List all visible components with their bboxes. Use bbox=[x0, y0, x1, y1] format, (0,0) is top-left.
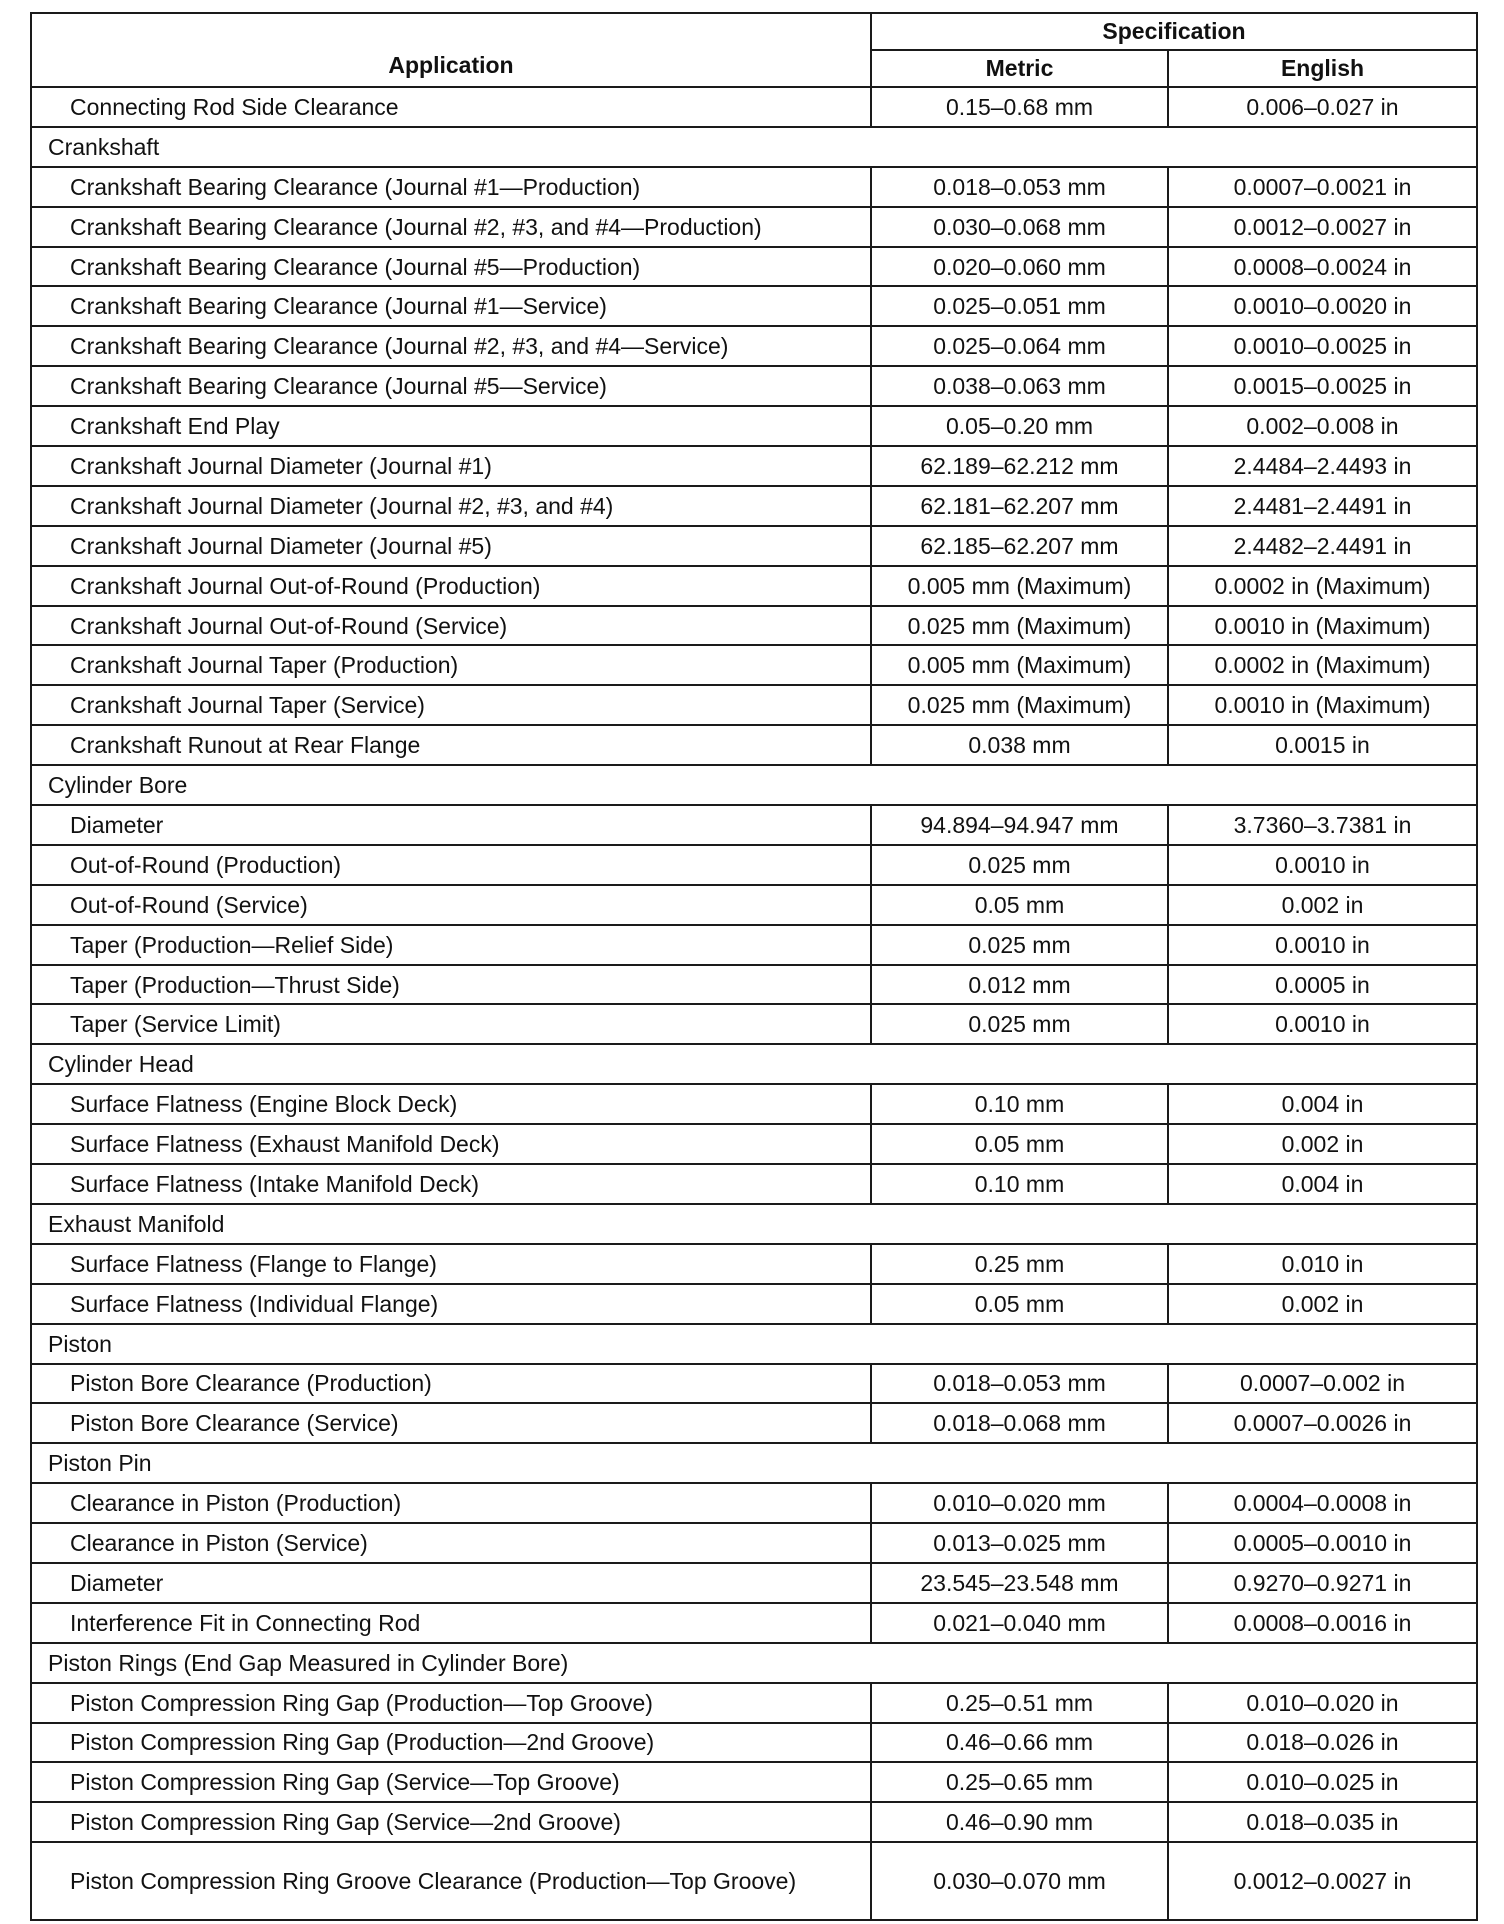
application-cell: Piston Compression Ring Gap (Production—2nd Groove) bbox=[31, 1723, 871, 1763]
application-cell: Crankshaft Journal Diameter (Journal #1) bbox=[31, 446, 871, 486]
metric-cell: 0.038–0.063 mm bbox=[871, 366, 1168, 406]
section-row bbox=[31, 1204, 1477, 1244]
english-cell: 0.004 in bbox=[1168, 1084, 1477, 1124]
english-cell: 0.0008–0.0024 in bbox=[1168, 247, 1477, 287]
english-cell: 0.018–0.035 in bbox=[1168, 1802, 1477, 1842]
metric-cell: 0.25 mm bbox=[871, 1244, 1168, 1284]
section-heading: Cylinder Bore bbox=[31, 765, 1477, 805]
table-row bbox=[31, 1523, 1477, 1563]
table-row bbox=[31, 1284, 1477, 1324]
table-body bbox=[31, 87, 1477, 1920]
application-cell: Connecting Rod Side Clearance bbox=[31, 87, 871, 127]
english-column-header: English bbox=[1168, 50, 1477, 87]
english-cell: 0.0010 in (Maximum) bbox=[1168, 685, 1477, 725]
application-cell: Piston Compression Ring Gap (Production—Top Groove) bbox=[31, 1683, 871, 1723]
metric-column-header: Metric bbox=[871, 50, 1168, 87]
table-row bbox=[31, 1563, 1477, 1603]
application-cell: Crankshaft Bearing Clearance (Journal #1—Production) bbox=[31, 167, 871, 207]
application-cell: Piston Bore Clearance (Production) bbox=[31, 1364, 871, 1404]
table-row bbox=[31, 885, 1477, 925]
section-heading: Piston bbox=[31, 1324, 1477, 1364]
english-cell: 3.7360–3.7381 in bbox=[1168, 805, 1477, 845]
table-row bbox=[31, 1124, 1477, 1164]
metric-cell: 0.018–0.068 mm bbox=[871, 1403, 1168, 1443]
table-row bbox=[31, 1084, 1477, 1124]
section-row bbox=[31, 1643, 1477, 1683]
table-row bbox=[31, 725, 1477, 765]
english-cell: 0.006–0.027 in bbox=[1168, 87, 1477, 127]
metric-cell: 0.05 mm bbox=[871, 885, 1168, 925]
application-cell: Crankshaft Journal Out-of-Round (Service) bbox=[31, 606, 871, 646]
application-cell: Diameter bbox=[31, 1563, 871, 1603]
metric-cell: 62.189–62.212 mm bbox=[871, 446, 1168, 486]
application-cell: Crankshaft Journal Taper (Service) bbox=[31, 685, 871, 725]
metric-cell: 0.25–0.65 mm bbox=[871, 1762, 1168, 1802]
section-row bbox=[31, 765, 1477, 805]
table-row bbox=[31, 486, 1477, 526]
table-row bbox=[31, 207, 1477, 247]
table-row bbox=[31, 1603, 1477, 1643]
table-row bbox=[31, 1004, 1477, 1044]
table-row bbox=[31, 1842, 1477, 1920]
application-cell: Crankshaft Journal Out-of-Round (Production) bbox=[31, 566, 871, 606]
english-cell: 0.0012–0.0027 in bbox=[1168, 207, 1477, 247]
table-row bbox=[31, 1164, 1477, 1204]
table-row bbox=[31, 366, 1477, 406]
metric-cell: 0.025 mm (Maximum) bbox=[871, 685, 1168, 725]
application-cell: Surface Flatness (Engine Block Deck) bbox=[31, 1084, 871, 1124]
table-row bbox=[31, 1683, 1477, 1723]
english-cell: 0.0002 in (Maximum) bbox=[1168, 645, 1477, 685]
table-row bbox=[31, 965, 1477, 1005]
application-column-header: Application bbox=[31, 13, 871, 87]
table-row bbox=[31, 286, 1477, 326]
metric-cell: 0.038 mm bbox=[871, 725, 1168, 765]
table-row bbox=[31, 167, 1477, 207]
section-row bbox=[31, 1324, 1477, 1364]
metric-cell: 0.018–0.053 mm bbox=[871, 167, 1168, 207]
metric-cell: 0.025 mm bbox=[871, 845, 1168, 885]
application-cell: Interference Fit in Connecting Rod bbox=[31, 1603, 871, 1643]
english-cell: 0.0015 in bbox=[1168, 725, 1477, 765]
section-heading: Piston Rings (End Gap Measured in Cylinder Bore) bbox=[31, 1643, 1477, 1683]
table-row bbox=[31, 566, 1477, 606]
english-cell: 0.0007–0.0026 in bbox=[1168, 1403, 1477, 1443]
english-cell: 0.010 in bbox=[1168, 1244, 1477, 1284]
english-cell: 0.0005 in bbox=[1168, 965, 1477, 1005]
application-cell: Taper (Service Limit) bbox=[31, 1004, 871, 1044]
application-cell: Diameter bbox=[31, 805, 871, 845]
application-cell: Taper (Production—Relief Side) bbox=[31, 925, 871, 965]
metric-cell: 0.005 mm (Maximum) bbox=[871, 645, 1168, 685]
english-cell: 0.0008–0.0016 in bbox=[1168, 1603, 1477, 1643]
metric-cell: 0.46–0.66 mm bbox=[871, 1723, 1168, 1763]
metric-cell: 0.05 mm bbox=[871, 1284, 1168, 1324]
table-row bbox=[31, 805, 1477, 845]
table-row bbox=[31, 1723, 1477, 1763]
section-heading: Crankshaft bbox=[31, 127, 1477, 167]
section-heading: Exhaust Manifold bbox=[31, 1204, 1477, 1244]
application-cell: Clearance in Piston (Service) bbox=[31, 1523, 871, 1563]
metric-cell: 0.46–0.90 mm bbox=[871, 1802, 1168, 1842]
english-cell: 0.0010–0.0025 in bbox=[1168, 326, 1477, 366]
english-cell: 0.0010 in bbox=[1168, 845, 1477, 885]
application-cell: Clearance in Piston (Production) bbox=[31, 1483, 871, 1523]
metric-cell: 0.025 mm (Maximum) bbox=[871, 606, 1168, 646]
metric-cell: 0.021–0.040 mm bbox=[871, 1603, 1168, 1643]
metric-cell: 0.10 mm bbox=[871, 1164, 1168, 1204]
metric-cell: 23.545–23.548 mm bbox=[871, 1563, 1168, 1603]
application-cell: Crankshaft Bearing Clearance (Journal #5—Production) bbox=[31, 247, 871, 287]
english-cell: 0.0010 in bbox=[1168, 925, 1477, 965]
english-cell: 0.004 in bbox=[1168, 1164, 1477, 1204]
metric-cell: 0.025 mm bbox=[871, 925, 1168, 965]
english-cell: 0.002 in bbox=[1168, 1124, 1477, 1164]
application-cell: Crankshaft Bearing Clearance (Journal #5—Service) bbox=[31, 366, 871, 406]
english-cell: 0.010–0.025 in bbox=[1168, 1762, 1477, 1802]
application-cell: Piston Compression Ring Gap (Service—Top Groove) bbox=[31, 1762, 871, 1802]
metric-cell: 0.10 mm bbox=[871, 1084, 1168, 1124]
application-cell: Crankshaft Runout at Rear Flange bbox=[31, 725, 871, 765]
application-cell: Taper (Production—Thrust Side) bbox=[31, 965, 871, 1005]
section-heading: Piston Pin bbox=[31, 1443, 1477, 1483]
table-row bbox=[31, 606, 1477, 646]
english-cell: 0.010–0.020 in bbox=[1168, 1683, 1477, 1723]
application-cell: Crankshaft Journal Diameter (Journal #2, #3, and #4) bbox=[31, 486, 871, 526]
application-cell: Crankshaft End Play bbox=[31, 406, 871, 446]
table-row bbox=[31, 87, 1477, 127]
english-cell: 0.0010 in bbox=[1168, 1004, 1477, 1044]
english-cell: 0.002–0.008 in bbox=[1168, 406, 1477, 446]
application-cell: Piston Compression Ring Groove Clearance (Production—Top Groove) bbox=[31, 1842, 871, 1920]
table-row bbox=[31, 1403, 1477, 1443]
english-cell: 0.002 in bbox=[1168, 1284, 1477, 1324]
metric-cell: 94.894–94.947 mm bbox=[871, 805, 1168, 845]
metric-cell: 0.025 mm bbox=[871, 1004, 1168, 1044]
metric-cell: 0.018–0.053 mm bbox=[871, 1364, 1168, 1404]
metric-cell: 0.012 mm bbox=[871, 965, 1168, 1005]
english-cell: 0.0010–0.0020 in bbox=[1168, 286, 1477, 326]
specification-column-header: Specification bbox=[871, 13, 1477, 50]
metric-cell: 0.025–0.064 mm bbox=[871, 326, 1168, 366]
metric-cell: 62.181–62.207 mm bbox=[871, 486, 1168, 526]
english-cell: 0.0007–0.002 in bbox=[1168, 1364, 1477, 1404]
english-cell: 0.002 in bbox=[1168, 885, 1477, 925]
table-row bbox=[31, 685, 1477, 725]
metric-cell: 0.15–0.68 mm bbox=[871, 87, 1168, 127]
engine-specification-table bbox=[30, 12, 1478, 1921]
english-cell: 0.0010 in (Maximum) bbox=[1168, 606, 1477, 646]
header-row-top bbox=[31, 13, 1477, 50]
application-cell: Surface Flatness (Individual Flange) bbox=[31, 1284, 871, 1324]
application-cell: Crankshaft Bearing Clearance (Journal #2, #3, and #4—Service) bbox=[31, 326, 871, 366]
section-row bbox=[31, 1044, 1477, 1084]
english-cell: 0.0005–0.0010 in bbox=[1168, 1523, 1477, 1563]
table-row bbox=[31, 406, 1477, 446]
application-cell: Surface Flatness (Intake Manifold Deck) bbox=[31, 1164, 871, 1204]
english-cell: 0.9270–0.9271 in bbox=[1168, 1563, 1477, 1603]
section-row bbox=[31, 1443, 1477, 1483]
metric-cell: 0.010–0.020 mm bbox=[871, 1483, 1168, 1523]
table-row bbox=[31, 845, 1477, 885]
table-row bbox=[31, 1483, 1477, 1523]
metric-cell: 0.030–0.068 mm bbox=[871, 207, 1168, 247]
table-row bbox=[31, 1762, 1477, 1802]
table-row bbox=[31, 1364, 1477, 1404]
metric-cell: 0.005 mm (Maximum) bbox=[871, 566, 1168, 606]
metric-cell: 0.020–0.060 mm bbox=[871, 247, 1168, 287]
application-cell: Crankshaft Bearing Clearance (Journal #2, #3, and #4—Production) bbox=[31, 207, 871, 247]
application-cell: Crankshaft Journal Diameter (Journal #5) bbox=[31, 526, 871, 566]
metric-cell: 0.25–0.51 mm bbox=[871, 1683, 1168, 1723]
metric-cell: 0.013–0.025 mm bbox=[871, 1523, 1168, 1563]
application-cell: Out-of-Round (Production) bbox=[31, 845, 871, 885]
application-cell: Out-of-Round (Service) bbox=[31, 885, 871, 925]
table-row bbox=[31, 247, 1477, 287]
section-row bbox=[31, 127, 1477, 167]
english-cell: 2.4481–2.4491 in bbox=[1168, 486, 1477, 526]
english-cell: 0.0012–0.0027 in bbox=[1168, 1842, 1477, 1920]
metric-cell: 0.05 mm bbox=[871, 1124, 1168, 1164]
table-row bbox=[31, 1802, 1477, 1842]
metric-cell: 0.05–0.20 mm bbox=[871, 406, 1168, 446]
table-row bbox=[31, 1244, 1477, 1284]
table-row bbox=[31, 526, 1477, 566]
english-cell: 0.0015–0.0025 in bbox=[1168, 366, 1477, 406]
english-cell: 2.4482–2.4491 in bbox=[1168, 526, 1477, 566]
metric-cell: 0.030–0.070 mm bbox=[871, 1842, 1168, 1920]
table-row bbox=[31, 326, 1477, 366]
application-cell: Surface Flatness (Exhaust Manifold Deck) bbox=[31, 1124, 871, 1164]
metric-cell: 62.185–62.207 mm bbox=[871, 526, 1168, 566]
english-cell: 0.0007–0.0021 in bbox=[1168, 167, 1477, 207]
application-cell: Crankshaft Bearing Clearance (Journal #1—Service) bbox=[31, 286, 871, 326]
english-cell: 2.4484–2.4493 in bbox=[1168, 446, 1477, 486]
metric-cell: 0.025–0.051 mm bbox=[871, 286, 1168, 326]
table-header bbox=[31, 13, 1477, 87]
table-row bbox=[31, 446, 1477, 486]
section-heading: Cylinder Head bbox=[31, 1044, 1477, 1084]
application-cell: Piston Compression Ring Gap (Service—2nd Groove) bbox=[31, 1802, 871, 1842]
english-cell: 0.0004–0.0008 in bbox=[1168, 1483, 1477, 1523]
application-cell: Piston Bore Clearance (Service) bbox=[31, 1403, 871, 1443]
english-cell: 0.018–0.026 in bbox=[1168, 1723, 1477, 1763]
application-cell: Crankshaft Journal Taper (Production) bbox=[31, 645, 871, 685]
table-row bbox=[31, 645, 1477, 685]
application-cell: Surface Flatness (Flange to Flange) bbox=[31, 1244, 871, 1284]
table-row bbox=[31, 925, 1477, 965]
english-cell: 0.0002 in (Maximum) bbox=[1168, 566, 1477, 606]
